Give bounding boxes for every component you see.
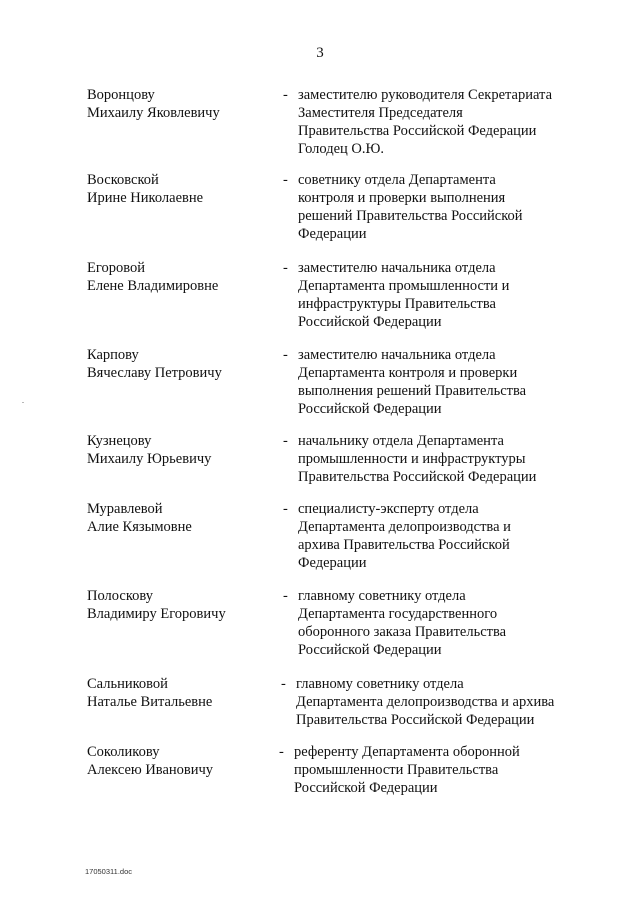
position-line: Федерации xyxy=(298,555,367,571)
position-description xyxy=(296,675,586,729)
position-description xyxy=(298,86,588,158)
position-line: специалисту-эксперту отдела xyxy=(298,501,479,517)
position-line: начальнику отдела Департамента xyxy=(298,433,504,449)
surname: Сальниковой xyxy=(87,676,168,692)
appointee-name xyxy=(87,500,267,536)
surname: Кузнецову xyxy=(87,433,152,449)
position-line: главному советнику отдела xyxy=(298,588,466,604)
position-line: Российской Федерации xyxy=(298,314,442,330)
position-description xyxy=(298,432,588,486)
given-names: Елене Владимировне xyxy=(87,278,219,294)
dash-separator: - xyxy=(279,744,284,760)
given-names: Алие Кязымовне xyxy=(87,519,192,535)
position-line: выполнения решений Правительства xyxy=(298,383,527,399)
position-description xyxy=(298,500,588,572)
dash-separator: - xyxy=(283,87,288,103)
position-line: контроля и проверки выполнения xyxy=(298,190,506,206)
position-line: Департамента промышленности и xyxy=(298,278,510,294)
position-line: Департамента делопроизводства и архива xyxy=(296,694,555,710)
position-line: Голодец О.Ю. xyxy=(298,141,385,157)
position-line: Федерации xyxy=(298,226,367,242)
position-line: Российской Федерации xyxy=(298,401,442,417)
position-line: Департамента делопроизводства и xyxy=(298,519,511,535)
position-line: Российской Федерации xyxy=(294,780,438,796)
given-names: Михаилу Юрьевичу xyxy=(87,451,212,467)
surname: Соколикову xyxy=(87,744,160,760)
appointee-name xyxy=(87,346,267,382)
dash-separator: - xyxy=(283,172,288,188)
page-number: 3 xyxy=(316,45,324,61)
surname: Полоскову xyxy=(87,588,153,604)
surname: Воронцову xyxy=(87,87,155,103)
dash-separator: - xyxy=(283,433,288,449)
position-line: архива Правительства Российской xyxy=(298,537,510,553)
given-names: Алексею Ивановичу xyxy=(87,762,214,778)
position-line: главному советнику отдела xyxy=(296,676,464,692)
dash-separator: - xyxy=(283,347,288,363)
dash-separator: - xyxy=(281,676,286,692)
appointee-name xyxy=(87,86,267,122)
dash-separator: - xyxy=(283,260,288,276)
position-line: оборонного заказа Правительства xyxy=(298,624,507,640)
dash-separator: - xyxy=(283,501,288,517)
position-description xyxy=(298,259,588,331)
surname: Егоровой xyxy=(87,260,145,276)
given-names: Владимиру Егоровичу xyxy=(87,606,226,622)
position-line: референту Департамента оборонной xyxy=(294,744,520,760)
position-line: Правительства Российской Федерации xyxy=(296,712,535,728)
position-line: промышленности и инфраструктуры xyxy=(298,451,526,467)
scan-artifact xyxy=(22,402,24,403)
position-line: заместителю начальника отдела xyxy=(298,260,496,276)
given-names: Михаилу Яковлевичу xyxy=(87,105,220,121)
position-line: советнику отдела Департамента xyxy=(298,172,496,188)
surname: Восковской xyxy=(87,172,159,188)
position-line: Российской Федерации xyxy=(298,642,442,658)
document-file-code: 17050311.doc xyxy=(85,867,132,876)
position-line: заместителю руководителя Секретариата xyxy=(298,87,553,103)
position-line: решений Правительства Российской xyxy=(298,208,523,224)
position-description xyxy=(298,346,588,418)
position-line: Департамента государственного xyxy=(298,606,498,622)
position-line: Правительства Российской Федерации xyxy=(298,123,537,139)
appointee-name xyxy=(87,743,267,779)
position-line: инфраструктуры Правительства xyxy=(298,296,496,312)
position-line: Правительства Российской Федерации xyxy=(298,469,537,485)
given-names: Наталье Витальевне xyxy=(87,694,213,710)
position-line: Департамента контроля и проверки xyxy=(298,365,518,381)
position-line: промышленности Правительства xyxy=(294,762,499,778)
position-line: заместителю начальника отдела xyxy=(298,347,496,363)
dash-separator: - xyxy=(283,588,288,604)
position-description xyxy=(294,743,584,797)
position-line: Заместителя Председателя xyxy=(298,105,463,121)
appointee-name xyxy=(87,587,267,623)
appointee-name xyxy=(87,259,267,295)
position-description xyxy=(298,171,588,243)
given-names: Вячеславу Петровичу xyxy=(87,365,222,381)
appointee-name xyxy=(87,432,267,468)
appointee-name xyxy=(87,171,267,207)
position-description xyxy=(298,587,588,659)
given-names: Ирине Николаевне xyxy=(87,190,204,206)
appointee-name xyxy=(87,675,267,711)
surname: Карпову xyxy=(87,347,139,363)
surname: Муравлевой xyxy=(87,501,163,517)
